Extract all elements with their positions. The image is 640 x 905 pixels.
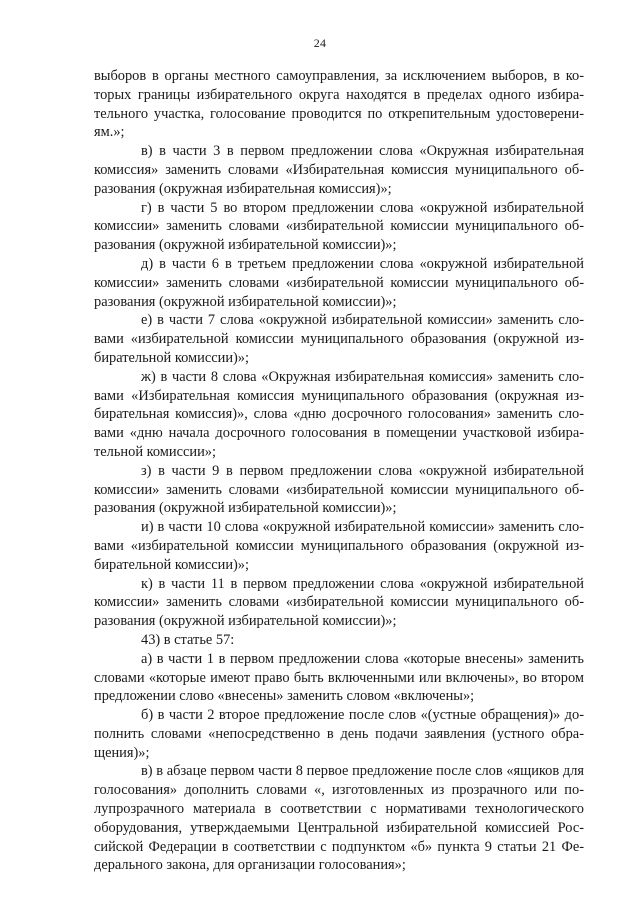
paragraph-item-v-2: в) в абзаце первом части 8 первое предложение после слов «ящиков для голосования» дополнить словами «, изготовленных из прозрачного или полупрозрачного материала в соответствии с нормативами технологического оборудования, утверждаемыми Центральной избирательной комиссией Российской Федерации в соответствии с подпунктом «б» пункта 9 статьи 21 Федерального закона, для организации голосования»; [94, 763, 584, 874]
paragraph-item-b: б) в части 2 второе предложение после слов «(устные обращения)» дополнить словами «непосредственно в день подачи заявления (устного обращения)»; [94, 707, 584, 761]
paragraph-item-i: и) в части 10 слова «окружной избирательной комиссии» заменить словами «избирательной комиссии муниципального образования (окружной избирательной комиссии)»; [94, 519, 584, 573]
page-number: 24 [313, 36, 327, 50]
paragraph-point-43: 43) в статье 57: [141, 631, 235, 648]
paragraph-item-v: в) в части 3 в первом предложении слова «Окружная избирательная комиссия» заменить словами «Избирательная комиссия муниципального образования (окружная избирательная комиссия)»; [94, 143, 584, 197]
paragraph-item-e: е) в части 7 слова «окружной избирательной комиссии» заменить словами «избирательной комиссии муниципального образования (окружной избирательной комиссии)»; [94, 312, 584, 366]
paragraph-item-z: з) в части 9 в первом предложении слова «окружной избирательной комиссии» заменить словами «избирательной комиссии муниципального образования (окружной избирательной комиссии)»; [94, 462, 584, 517]
paragraph-item-k: к) в части 11 в первом предложении слова «окружной избирательной комиссии» заменить словами «избирательной комиссии муниципального образования (окружной избирательной комиссии)»; [94, 575, 584, 630]
paragraph-continuation: выборов в органы местного самоуправления, за исключением выборов, в которых границы избирательного округа находятся в пределах одного избирательного участка, голосование проводится по открепительным удостоверениям.»; [94, 68, 584, 141]
paragraph-item-a: а) в части 1 в первом предложении слова «которые внесены» заменить словами «которые имеют право быть включенными или включены», во втором предложении слово «внесены» заменить словом «включены»; [94, 650, 584, 705]
document-body [94, 67, 584, 875]
paragraph-item-d: д) в части 6 в третьем предложении слова «окружной избирательной комиссии» заменить словами «избирательной комиссии муниципального образования (окружной избирательной комиссии)»; [94, 255, 584, 310]
paragraph-item-g: г) в части 5 во втором предложении слова «окружной избирательной комиссии» заменить словами «избирательной комиссии муниципального образования (окружной избирательной комиссии)»; [94, 199, 584, 254]
paragraph-item-zh: ж) в части 8 слова «Окружная избирательная комиссия» заменить словами «Избирательная комиссия муниципального образования (окружная избирательная комиссия)», слова «дню досрочного голосования» заменить словами «дню начала досрочного голосования в помещении участковой избирательной комиссии»; [94, 368, 584, 460]
